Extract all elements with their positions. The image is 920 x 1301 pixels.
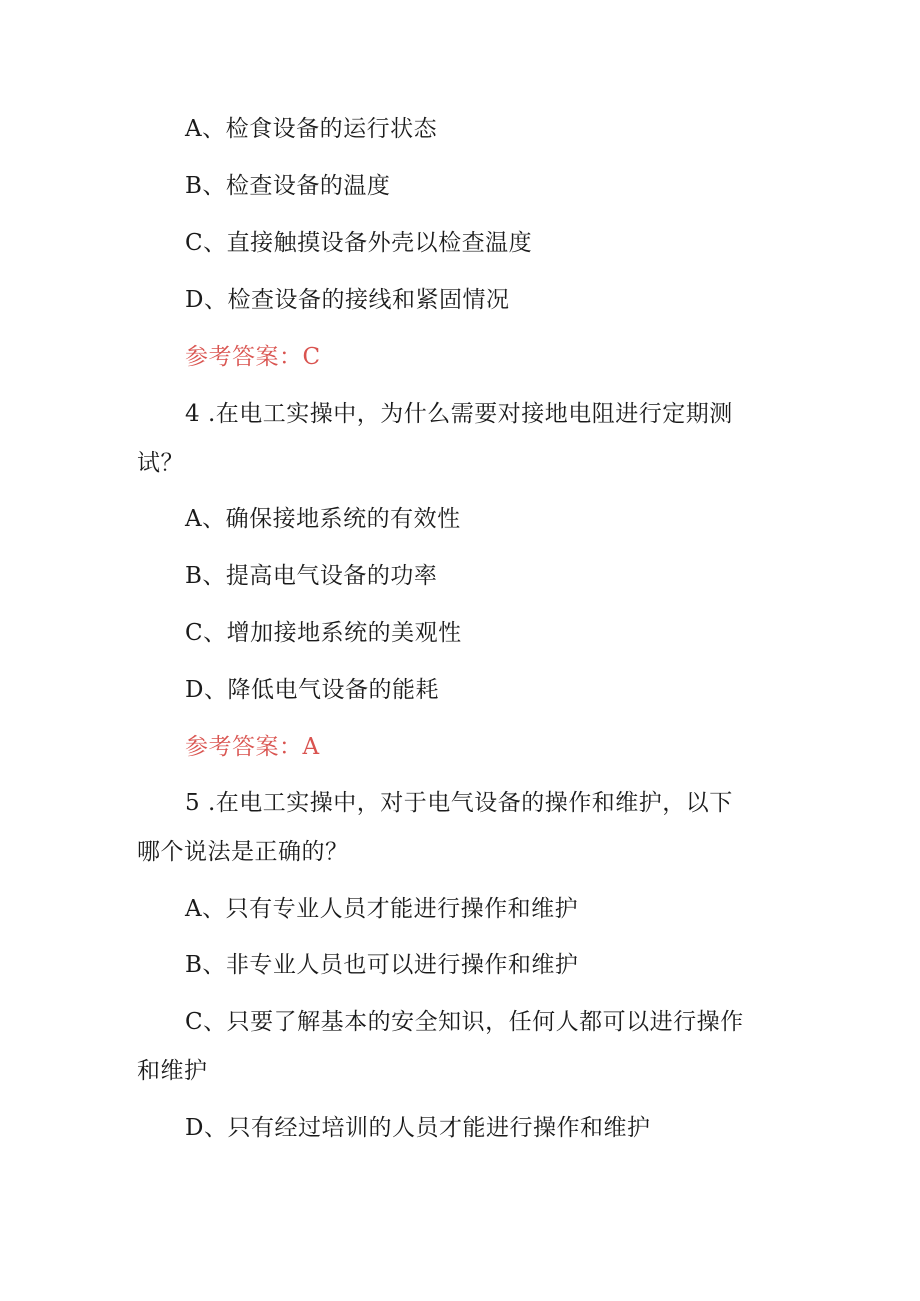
option-b: B、非专业人员也可以进行操作和维护 <box>185 952 579 978</box>
question-text: 5 .在电工实操中，对于电气设备的操作和维护，以下 <box>185 790 733 816</box>
reference-answer: 参考答案：C <box>185 344 321 370</box>
option-d: D、只有经过培训的人员才能进行操作和维护 <box>185 1115 651 1141</box>
option-b: B、检查设备的温度 <box>185 173 391 199</box>
option-c: C、增加接地系统的美观性 <box>185 620 462 646</box>
option-c-continued: 和维护 <box>137 1058 208 1084</box>
question-text-continued: 试？ <box>137 450 184 476</box>
option-a: A、确保接地系统的有效性 <box>185 506 461 532</box>
question-text-continued: 哪个说法是正确的？ <box>137 839 349 865</box>
question-text: 4 .在电工实操中，为什么需要对接地电阻进行定期测 <box>185 401 733 427</box>
option-a: A、只有专业人员才能进行操作和维护 <box>185 896 579 922</box>
reference-answer: 参考答案：A <box>185 734 320 760</box>
option-c: C、只要了解基本的安全知识，任何人都可以进行操作 <box>185 1009 744 1035</box>
option-c: C、直接触摸设备外壳以检查温度 <box>185 230 533 256</box>
option-a: A、检食设备的运行状态 <box>185 116 438 142</box>
option-d: D、降低电气设备的能耗 <box>185 677 439 703</box>
option-b: B、提高电气设备的功率 <box>185 563 438 589</box>
option-d: D、检查设备的接线和紧固情况 <box>185 287 510 313</box>
